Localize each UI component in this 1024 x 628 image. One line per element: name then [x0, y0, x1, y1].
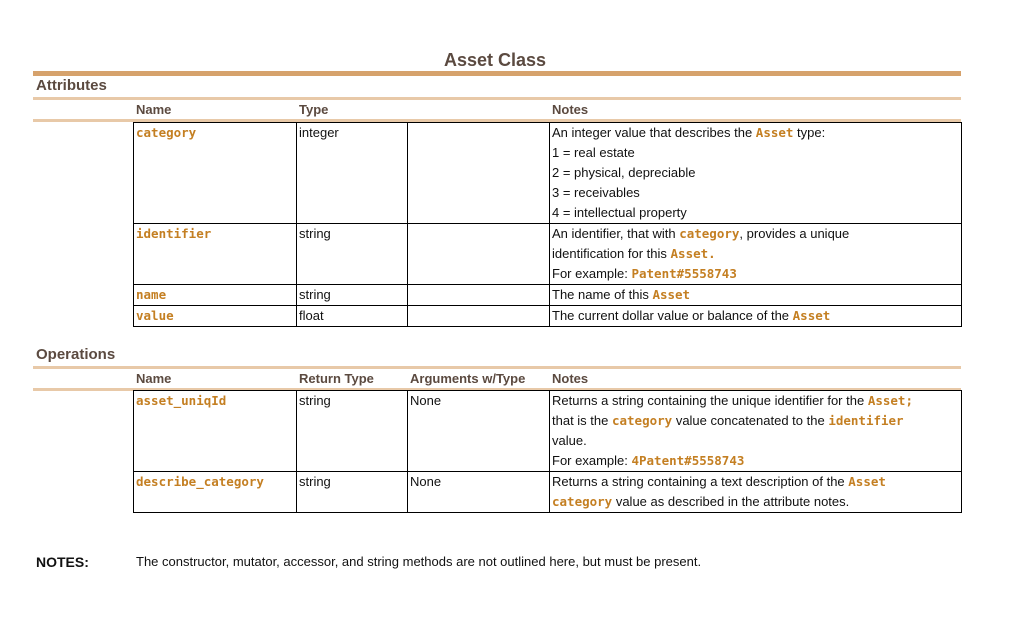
attribute-empty — [408, 285, 550, 306]
attributes-table — [133, 122, 962, 327]
operation-arguments — [408, 391, 550, 472]
notes-line — [552, 244, 959, 264]
attributes-heading: Attributes — [36, 77, 107, 94]
attribute-empty — [408, 224, 550, 285]
notes-cell — [550, 224, 962, 285]
code-term: Asset — [848, 474, 886, 489]
notes-text: 4 = intellectual property — [552, 205, 687, 220]
code-term: category — [679, 226, 740, 241]
notes-text: 2 = physical, depreciable — [552, 165, 696, 180]
operation-row — [134, 391, 962, 472]
notes-text: The constructor, mutator, accessor, and string methods are not outlined here, but must be present. — [136, 554, 702, 569]
notes-text: Returns a string containing the unique identifier for the — [552, 393, 868, 408]
code-term: Asset — [755, 125, 794, 140]
op-header-arguments: Arguments w/Type — [410, 371, 526, 386]
operation-return-type — [297, 391, 408, 472]
attribute-row — [134, 306, 962, 327]
notes-text: value as described in the attribute notes. — [612, 494, 850, 509]
title-divider — [33, 71, 961, 76]
operation-arguments — [408, 472, 550, 513]
attribute-empty — [408, 123, 550, 224]
attr-header-name: Name — [136, 102, 172, 117]
notes-text: 1 = real estate — [552, 145, 635, 160]
attribute-type — [297, 123, 408, 224]
operation-name-text: describe_category — [136, 474, 264, 489]
notes-line — [552, 492, 959, 512]
code-term: category — [611, 413, 673, 428]
attribute-type-text: integer — [299, 125, 339, 140]
operation-return-type-text: string — [299, 393, 331, 408]
attribute-row — [134, 123, 962, 224]
notes-line — [552, 143, 959, 163]
operation-arguments-text: None — [410, 393, 442, 408]
notes-line — [552, 163, 959, 183]
notes-line — [552, 411, 959, 431]
page-title: Asset Class — [443, 50, 547, 70]
attribute-type — [297, 285, 408, 306]
attribute-type-text: string — [299, 226, 331, 241]
code-term: Patent#5558743 — [631, 266, 737, 281]
operations-divider — [33, 366, 961, 369]
notes-text: type: — [793, 125, 826, 140]
operations-table — [133, 390, 962, 513]
notes-line — [552, 391, 959, 411]
code-term: Asset. — [670, 246, 716, 261]
notes-cell — [550, 285, 962, 306]
attribute-name-text: category — [136, 125, 197, 140]
attribute-name — [134, 285, 297, 306]
attribute-name — [134, 123, 297, 224]
attribute-name-text: identifier — [136, 226, 212, 241]
notes-text: For example: — [552, 453, 632, 468]
notes-text: identification for this — [552, 246, 671, 261]
notes-line — [552, 123, 959, 143]
attributes-divider — [33, 97, 961, 100]
notes-text: The name of this — [552, 287, 653, 302]
operation-return-type — [297, 472, 408, 513]
notes-text: Returns a string containing a text description of the — [552, 474, 849, 489]
op-header-name: Name — [136, 371, 172, 386]
notes-line — [552, 306, 959, 326]
attr-header-notes: Notes — [552, 102, 589, 117]
notes-text: An integer value that describes the — [552, 125, 756, 140]
notes-cell — [550, 472, 962, 513]
op-header-notes: Notes — [552, 371, 589, 386]
attribute-type-text: string — [299, 287, 331, 302]
notes-text: An identifier, that with — [552, 226, 680, 241]
attribute-name-text: name — [136, 287, 167, 302]
notes-text: The current dollar value or balance of the — [552, 308, 793, 323]
notes-text: value. — [552, 433, 587, 448]
notes-line — [552, 451, 959, 471]
code-term: Asset; — [867, 393, 913, 408]
notes-line — [552, 203, 959, 223]
notes-cell — [550, 123, 962, 224]
notes-line — [552, 224, 959, 244]
operations-heading: Operations — [36, 346, 116, 363]
operation-name — [134, 391, 297, 472]
notes-text: For example: — [552, 266, 632, 281]
operation-name — [134, 472, 297, 513]
code-term: Asset — [792, 308, 831, 323]
notes-line — [552, 285, 959, 305]
attribute-name — [134, 224, 297, 285]
attribute-row — [134, 285, 962, 306]
notes-line — [552, 472, 959, 492]
notes-line — [552, 264, 959, 284]
attribute-name-text: value — [136, 308, 174, 323]
code-term: category — [552, 494, 613, 509]
code-term: Asset — [652, 287, 691, 302]
attr-header-type: Type — [299, 102, 329, 117]
operation-return-type-text: string — [299, 474, 331, 489]
attribute-empty — [408, 306, 550, 327]
notes-text: that is the — [552, 413, 612, 428]
operation-name-text: asset_uniqId — [136, 393, 227, 408]
attribute-type — [297, 224, 408, 285]
operation-row — [134, 472, 962, 513]
notes-line — [552, 431, 959, 451]
notes-text: , provides a unique — [739, 226, 850, 241]
operation-arguments-text: None — [410, 474, 442, 489]
attribute-name — [134, 306, 297, 327]
op-header-return-type: Return Type — [299, 371, 374, 386]
notes-label: NOTES: — [36, 554, 89, 570]
attribute-row — [134, 224, 962, 285]
code-term: identifier — [828, 413, 904, 428]
notes-text: value concatenated to the — [672, 413, 829, 428]
notes-cell — [550, 306, 962, 327]
notes-cell — [550, 391, 962, 472]
notes-line — [552, 183, 959, 203]
code-term: 4Patent#5558743 — [631, 453, 745, 468]
notes-text: 3 = receivables — [552, 185, 640, 200]
attribute-type-text: float — [299, 308, 324, 323]
attribute-type — [297, 306, 408, 327]
